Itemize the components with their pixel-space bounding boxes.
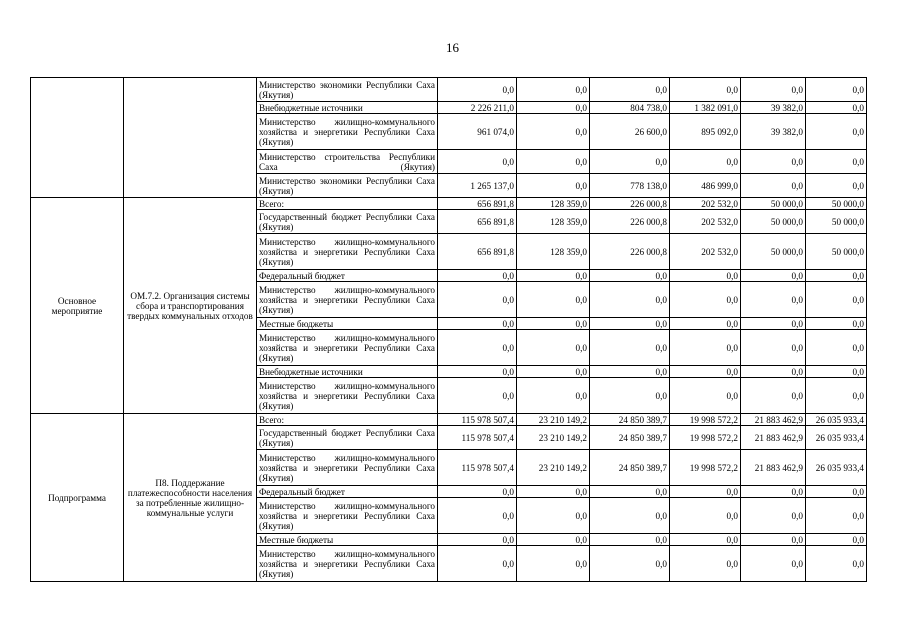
- amount-cell: 0,0: [670, 318, 741, 330]
- funding-source-cell: Министерство жилищно-коммунального хозяйства и энергетики Республики Саха (Якутия): [257, 450, 438, 486]
- amount-cell: 0,0: [741, 270, 806, 282]
- amount-cell: 0,0: [590, 486, 670, 498]
- amount-cell: 778 138,0: [590, 174, 670, 198]
- amount-cell: 0,0: [806, 378, 867, 414]
- amount-cell: 0,0: [806, 102, 867, 114]
- amount-cell: 656 891,8: [438, 234, 517, 270]
- funding-source-cell: Министерство экономики Республики Саха (Якутия): [257, 174, 438, 198]
- amount-cell: 1 382 091,0: [670, 102, 741, 114]
- amount-cell: 0,0: [670, 498, 741, 534]
- page-number: 16: [446, 40, 459, 55]
- funding-source-cell: Государственный бюджет Республики Саха (Якутия): [257, 426, 438, 450]
- amount-cell: 24 850 389,7: [590, 414, 670, 426]
- amount-cell: 26 035 933,4: [806, 450, 867, 486]
- amount-cell: 0,0: [517, 498, 590, 534]
- funding-source-cell: Местные бюджеты: [257, 318, 438, 330]
- amount-cell: 0,0: [741, 78, 806, 102]
- amount-cell: 0,0: [590, 282, 670, 318]
- amount-cell: 0,0: [741, 174, 806, 198]
- amount-cell: 0,0: [806, 174, 867, 198]
- amount-cell: 226 000,8: [590, 198, 670, 210]
- amount-cell: 0,0: [517, 534, 590, 546]
- amount-cell: 0,0: [741, 318, 806, 330]
- amount-cell: 0,0: [806, 366, 867, 378]
- amount-cell: 0,0: [590, 270, 670, 282]
- amount-cell: 1 265 137,0: [438, 174, 517, 198]
- table-row: [31, 198, 867, 210]
- amount-cell: 0,0: [670, 330, 741, 366]
- amount-cell: 656 891,8: [438, 210, 517, 234]
- funding-source-cell: Министерство жилищно-коммунального хозяйства и энергетики Республики Саха (Якутия): [257, 546, 438, 582]
- amount-cell: 0,0: [741, 366, 806, 378]
- amount-cell: 0,0: [806, 282, 867, 318]
- amount-cell: 26 035 933,4: [806, 414, 867, 426]
- funding-source-cell: Государственный бюджет Республики Саха (Якутия): [257, 210, 438, 234]
- amount-cell: 0,0: [517, 102, 590, 114]
- amount-cell: 0,0: [590, 546, 670, 582]
- amount-cell: 0,0: [590, 78, 670, 102]
- amount-cell: 128 359,0: [517, 210, 590, 234]
- amount-cell: 0,0: [517, 546, 590, 582]
- program-name-cell: ОМ.7.2. Организация системы сбора и транспортирования твердых коммунальных отходов: [124, 198, 257, 414]
- amount-cell: 0,0: [741, 534, 806, 546]
- amount-cell: 0,0: [806, 546, 867, 582]
- amount-cell: 0,0: [590, 366, 670, 378]
- funding-source-cell: Министерство жилищно-коммунального хозяйства и энергетики Республики Саха (Якутия): [257, 234, 438, 270]
- amount-cell: 0,0: [438, 378, 517, 414]
- amount-cell: 0,0: [590, 378, 670, 414]
- funding-source-cell: Министерство строительства Республики Саха (Якутия): [257, 150, 438, 174]
- table-row: [31, 414, 867, 426]
- amount-cell: 24 850 389,7: [590, 426, 670, 450]
- amount-cell: 0,0: [517, 150, 590, 174]
- amount-cell: 19 998 572,2: [670, 450, 741, 486]
- amount-cell: 0,0: [741, 330, 806, 366]
- funding-source-cell: Министерство жилищно-коммунального хозяйства и энергетики Республики Саха (Якутия): [257, 498, 438, 534]
- amount-cell: 0,0: [438, 330, 517, 366]
- amount-cell: 50 000,0: [806, 210, 867, 234]
- amount-cell: 0,0: [517, 330, 590, 366]
- amount-cell: 21 883 462,9: [741, 414, 806, 426]
- amount-cell: 23 210 149,2: [517, 414, 590, 426]
- amount-cell: 26 600,0: [590, 114, 670, 150]
- amount-cell: 0,0: [517, 366, 590, 378]
- amount-cell: 0,0: [741, 546, 806, 582]
- amount-cell: 0,0: [670, 378, 741, 414]
- amount-cell: 21 883 462,9: [741, 426, 806, 450]
- amount-cell: 202 532,0: [670, 198, 741, 210]
- amount-cell: 0,0: [438, 366, 517, 378]
- amount-cell: 0,0: [517, 270, 590, 282]
- funding-source-cell: Местные бюджеты: [257, 534, 438, 546]
- program-status-cell: Основное мероприятие: [31, 198, 124, 414]
- budget-table: [30, 77, 867, 582]
- amount-cell: 202 532,0: [670, 210, 741, 234]
- program-name-cell: П8. Поддержание платежеспособности населения за потребленные жилищно-коммунальные услуги: [124, 414, 257, 582]
- amount-cell: 0,0: [806, 486, 867, 498]
- amount-cell: 39 382,0: [741, 102, 806, 114]
- amount-cell: 0,0: [517, 486, 590, 498]
- amount-cell: 0,0: [517, 378, 590, 414]
- amount-cell: 0,0: [517, 174, 590, 198]
- amount-cell: 0,0: [438, 270, 517, 282]
- amount-cell: 0,0: [806, 498, 867, 534]
- amount-cell: 0,0: [438, 318, 517, 330]
- amount-cell: 804 738,0: [590, 102, 670, 114]
- amount-cell: 50 000,0: [741, 210, 806, 234]
- funding-source-cell: Федеральный бюджет: [257, 270, 438, 282]
- amount-cell: 0,0: [806, 78, 867, 102]
- amount-cell: 0,0: [741, 282, 806, 318]
- amount-cell: 0,0: [590, 534, 670, 546]
- funding-source-cell: Внебюджетные источники: [257, 102, 438, 114]
- amount-cell: 0,0: [438, 534, 517, 546]
- amount-cell: 0,0: [806, 270, 867, 282]
- funding-source-cell: Всего:: [257, 198, 438, 210]
- amount-cell: 0,0: [438, 498, 517, 534]
- amount-cell: 0,0: [517, 114, 590, 150]
- amount-cell: 0,0: [670, 534, 741, 546]
- amount-cell: 656 891,8: [438, 198, 517, 210]
- amount-cell: 226 000,8: [590, 210, 670, 234]
- amount-cell: 202 532,0: [670, 234, 741, 270]
- amount-cell: 23 210 149,2: [517, 450, 590, 486]
- program-name-cell: [124, 78, 257, 198]
- funding-source-cell: Федеральный бюджет: [257, 486, 438, 498]
- amount-cell: 23 210 149,2: [517, 426, 590, 450]
- amount-cell: 0,0: [438, 546, 517, 582]
- amount-cell: 0,0: [517, 318, 590, 330]
- amount-cell: 50 000,0: [806, 234, 867, 270]
- amount-cell: 0,0: [806, 318, 867, 330]
- funding-source-cell: Министерство жилищно-коммунального хозяйства и энергетики Республики Саха (Якутия): [257, 114, 438, 150]
- amount-cell: 0,0: [590, 498, 670, 534]
- amount-cell: 0,0: [741, 150, 806, 174]
- amount-cell: 50 000,0: [806, 198, 867, 210]
- amount-cell: 0,0: [806, 330, 867, 366]
- amount-cell: 115 978 507,4: [438, 450, 517, 486]
- funding-source-cell: Министерство экономики Республики Саха (Якутия): [257, 78, 438, 102]
- amount-cell: 128 359,0: [517, 198, 590, 210]
- amount-cell: 0,0: [517, 282, 590, 318]
- amount-cell: 226 000,8: [590, 234, 670, 270]
- amount-cell: 0,0: [806, 150, 867, 174]
- amount-cell: 0,0: [806, 534, 867, 546]
- amount-cell: 0,0: [670, 366, 741, 378]
- funding-source-cell: Всего:: [257, 414, 438, 426]
- amount-cell: 50 000,0: [741, 198, 806, 210]
- amount-cell: 24 850 389,7: [590, 450, 670, 486]
- amount-cell: 50 000,0: [741, 234, 806, 270]
- amount-cell: 0,0: [741, 498, 806, 534]
- amount-cell: 128 359,0: [517, 234, 590, 270]
- amount-cell: 0,0: [670, 78, 741, 102]
- funding-source-cell: Внебюджетные источники: [257, 366, 438, 378]
- amount-cell: 0,0: [590, 150, 670, 174]
- table-row: [31, 78, 867, 102]
- amount-cell: 0,0: [438, 486, 517, 498]
- amount-cell: 0,0: [590, 330, 670, 366]
- amount-cell: 0,0: [741, 486, 806, 498]
- amount-cell: 0,0: [670, 150, 741, 174]
- program-status-cell: Подпрограмма: [31, 414, 124, 582]
- amount-cell: 0,0: [590, 318, 670, 330]
- amount-cell: 0,0: [741, 378, 806, 414]
- amount-cell: 115 978 507,4: [438, 426, 517, 450]
- amount-cell: 2 226 211,0: [438, 102, 517, 114]
- amount-cell: 961 074,0: [438, 114, 517, 150]
- amount-cell: 0,0: [670, 486, 741, 498]
- funding-source-cell: Министерство жилищно-коммунального хозяйства и энергетики Республики Саха (Якутия): [257, 378, 438, 414]
- amount-cell: 895 092,0: [670, 114, 741, 150]
- amount-cell: 0,0: [517, 78, 590, 102]
- amount-cell: 21 883 462,9: [741, 450, 806, 486]
- amount-cell: 19 998 572,2: [670, 426, 741, 450]
- funding-source-cell: Министерство жилищно-коммунального хозяйства и энергетики Республики Саха (Якутия): [257, 282, 438, 318]
- program-status-cell: [31, 78, 124, 198]
- amount-cell: 115 978 507,4: [438, 414, 517, 426]
- amount-cell: 486 999,0: [670, 174, 741, 198]
- amount-cell: 19 998 572,2: [670, 414, 741, 426]
- amount-cell: 0,0: [438, 78, 517, 102]
- funding-source-cell: Министерство жилищно-коммунального хозяйства и энергетики Республики Саха (Якутия): [257, 330, 438, 366]
- amount-cell: 39 382,0: [741, 114, 806, 150]
- amount-cell: 26 035 933,4: [806, 426, 867, 450]
- amount-cell: 0,0: [670, 546, 741, 582]
- amount-cell: 0,0: [806, 114, 867, 150]
- amount-cell: 0,0: [670, 282, 741, 318]
- amount-cell: 0,0: [670, 270, 741, 282]
- amount-cell: 0,0: [438, 150, 517, 174]
- amount-cell: 0,0: [438, 282, 517, 318]
